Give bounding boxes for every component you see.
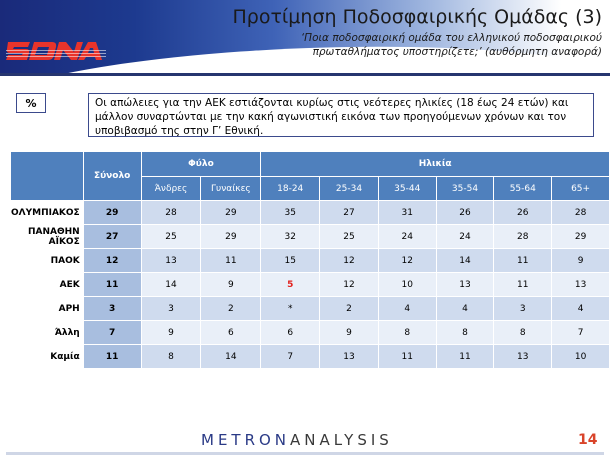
table-cell: 10 — [378, 273, 436, 297]
table-cell: 12 — [378, 249, 436, 273]
table-cell: 4 — [378, 297, 436, 321]
table-cell: 29 — [552, 225, 610, 249]
table-cell: 7 — [552, 321, 610, 345]
table-cell: 9 — [320, 321, 379, 345]
sdna-logo — [4, 36, 108, 66]
table-cell: 4 — [552, 297, 610, 321]
table-cell: 28 — [552, 201, 610, 225]
table-cell: 15 — [261, 249, 320, 273]
table-cell: 11 — [494, 273, 552, 297]
table-row — [11, 249, 610, 273]
row-label: ΑΕΚ — [11, 273, 83, 297]
table-row — [11, 321, 610, 345]
table-cell: 32 — [261, 225, 320, 249]
total-cell: 7 — [83, 321, 141, 345]
table-cell: 9 — [552, 249, 610, 273]
table-row — [11, 225, 610, 249]
table-cell: 29 — [201, 201, 261, 225]
table-cell: 2 — [201, 297, 261, 321]
table-cell: 11 — [378, 345, 436, 369]
table-cell: 26 — [436, 201, 494, 225]
slide-title: Προτίμηση Ποδοσφαιρικής Ομάδας (3) — [232, 6, 602, 28]
row-label: Καμία — [11, 345, 83, 369]
row-label — [11, 225, 83, 249]
column-header: 35-54 — [436, 177, 494, 201]
slide-subtitle: ‘Ποια ποδοσφαιρική ομάδα του ελληνικού ποδοσφαιρικού πρωταθλήματος υποστηρίζετε;’ (αυθόρμητη αναφορά) — [300, 32, 602, 58]
table-cell: 27 — [320, 201, 379, 225]
brand-part1: METRON — [201, 431, 291, 449]
table-cell: 10 — [552, 345, 610, 369]
table-cell: 28 — [141, 201, 201, 225]
row-label-text: ΠΑΝΑΘΗΝΑΪΚΟΣ — [28, 226, 80, 247]
highlighted-cell: 5 — [261, 273, 320, 297]
table-cell: 28 — [494, 225, 552, 249]
column-header: 25-34 — [320, 177, 379, 201]
table-cell: 26 — [494, 201, 552, 225]
footer-bar — [6, 452, 604, 455]
table-cell: 25 — [141, 225, 201, 249]
slide-header — [0, 0, 610, 78]
row-label: ΑΡΗ — [11, 297, 83, 321]
column-header: 55-64 — [494, 177, 552, 201]
total-cell: 12 — [83, 249, 141, 273]
table-cell: 11 — [494, 249, 552, 273]
total-cell: 11 — [83, 345, 141, 369]
total-cell: 11 — [83, 273, 141, 297]
table-cell: 6 — [201, 321, 261, 345]
header-age-group: Ηλικία — [261, 152, 610, 177]
table-cell: 13 — [552, 273, 610, 297]
table-row — [11, 297, 610, 321]
table-corner — [11, 152, 83, 201]
table-cell: 8 — [494, 321, 552, 345]
table-cell: 12 — [320, 249, 379, 273]
table-cell: 29 — [201, 225, 261, 249]
total-cell: 3 — [83, 297, 141, 321]
table-row — [11, 273, 610, 297]
row-label: ΟΛΥΜΠΙΑΚΟΣ — [11, 201, 83, 225]
header-gender-group: Φύλο — [141, 152, 261, 177]
column-header: Γυναίκες — [201, 177, 261, 201]
table-cell: 7 — [261, 345, 320, 369]
column-header: 18-24 — [261, 177, 320, 201]
table-cell: 11 — [436, 345, 494, 369]
table-cell: 9 — [201, 273, 261, 297]
metron-analysis-logo — [201, 431, 393, 449]
table-cell: 25 — [320, 225, 379, 249]
table-cell: 13 — [320, 345, 379, 369]
table-cell: 24 — [436, 225, 494, 249]
table-cell: 6 — [261, 321, 320, 345]
table-cell: 13 — [436, 273, 494, 297]
column-header: Άνδρες — [141, 177, 201, 201]
table-cell: 4 — [436, 297, 494, 321]
row-label: Άλλη — [11, 321, 83, 345]
total-cell: 27 — [83, 225, 141, 249]
table-row — [11, 201, 610, 225]
table-cell: 14 — [141, 273, 201, 297]
total-cell: 29 — [83, 201, 141, 225]
table-cell: 8 — [436, 321, 494, 345]
percent-label-box: % — [16, 93, 46, 113]
row-label: ΠΑΟΚ — [11, 249, 83, 273]
table-cell: 24 — [378, 225, 436, 249]
table-cell: 35 — [261, 201, 320, 225]
table-cell: 8 — [141, 345, 201, 369]
table-cell: 13 — [494, 345, 552, 369]
table-cell: 9 — [141, 321, 201, 345]
table-cell: 3 — [141, 297, 201, 321]
brand-part2: ANALYSIS — [290, 431, 393, 449]
header-divider — [0, 73, 610, 76]
table-row — [11, 345, 610, 369]
commentary-box: Οι απώλειες για την ΑΕΚ εστιάζονται κυρίως στις νεότερες ηλικίες (18 έως 24 ετών) και μάλλον συναρτώνται με την κακή αγωνιστική εικόνα των προηγούμενων χρόνων και τον υποβιβασμό της στην Γ’ Εθνική. — [88, 93, 594, 137]
table-cell: 3 — [494, 297, 552, 321]
page-number: 14 — [578, 432, 598, 448]
table-cell: 13 — [141, 249, 201, 273]
column-header: 35-44 — [378, 177, 436, 201]
team-preference-table — [11, 152, 610, 369]
header-total: Σύνολο — [83, 152, 141, 201]
table-cell: 11 — [201, 249, 261, 273]
table-cell: 2 — [320, 297, 379, 321]
table-cell: 12 — [320, 273, 379, 297]
table-cell: 14 — [201, 345, 261, 369]
table-cell: * — [261, 297, 320, 321]
column-header: 65+ — [552, 177, 610, 201]
table-cell: 8 — [378, 321, 436, 345]
table-cell: 14 — [436, 249, 494, 273]
table-cell: 31 — [378, 201, 436, 225]
